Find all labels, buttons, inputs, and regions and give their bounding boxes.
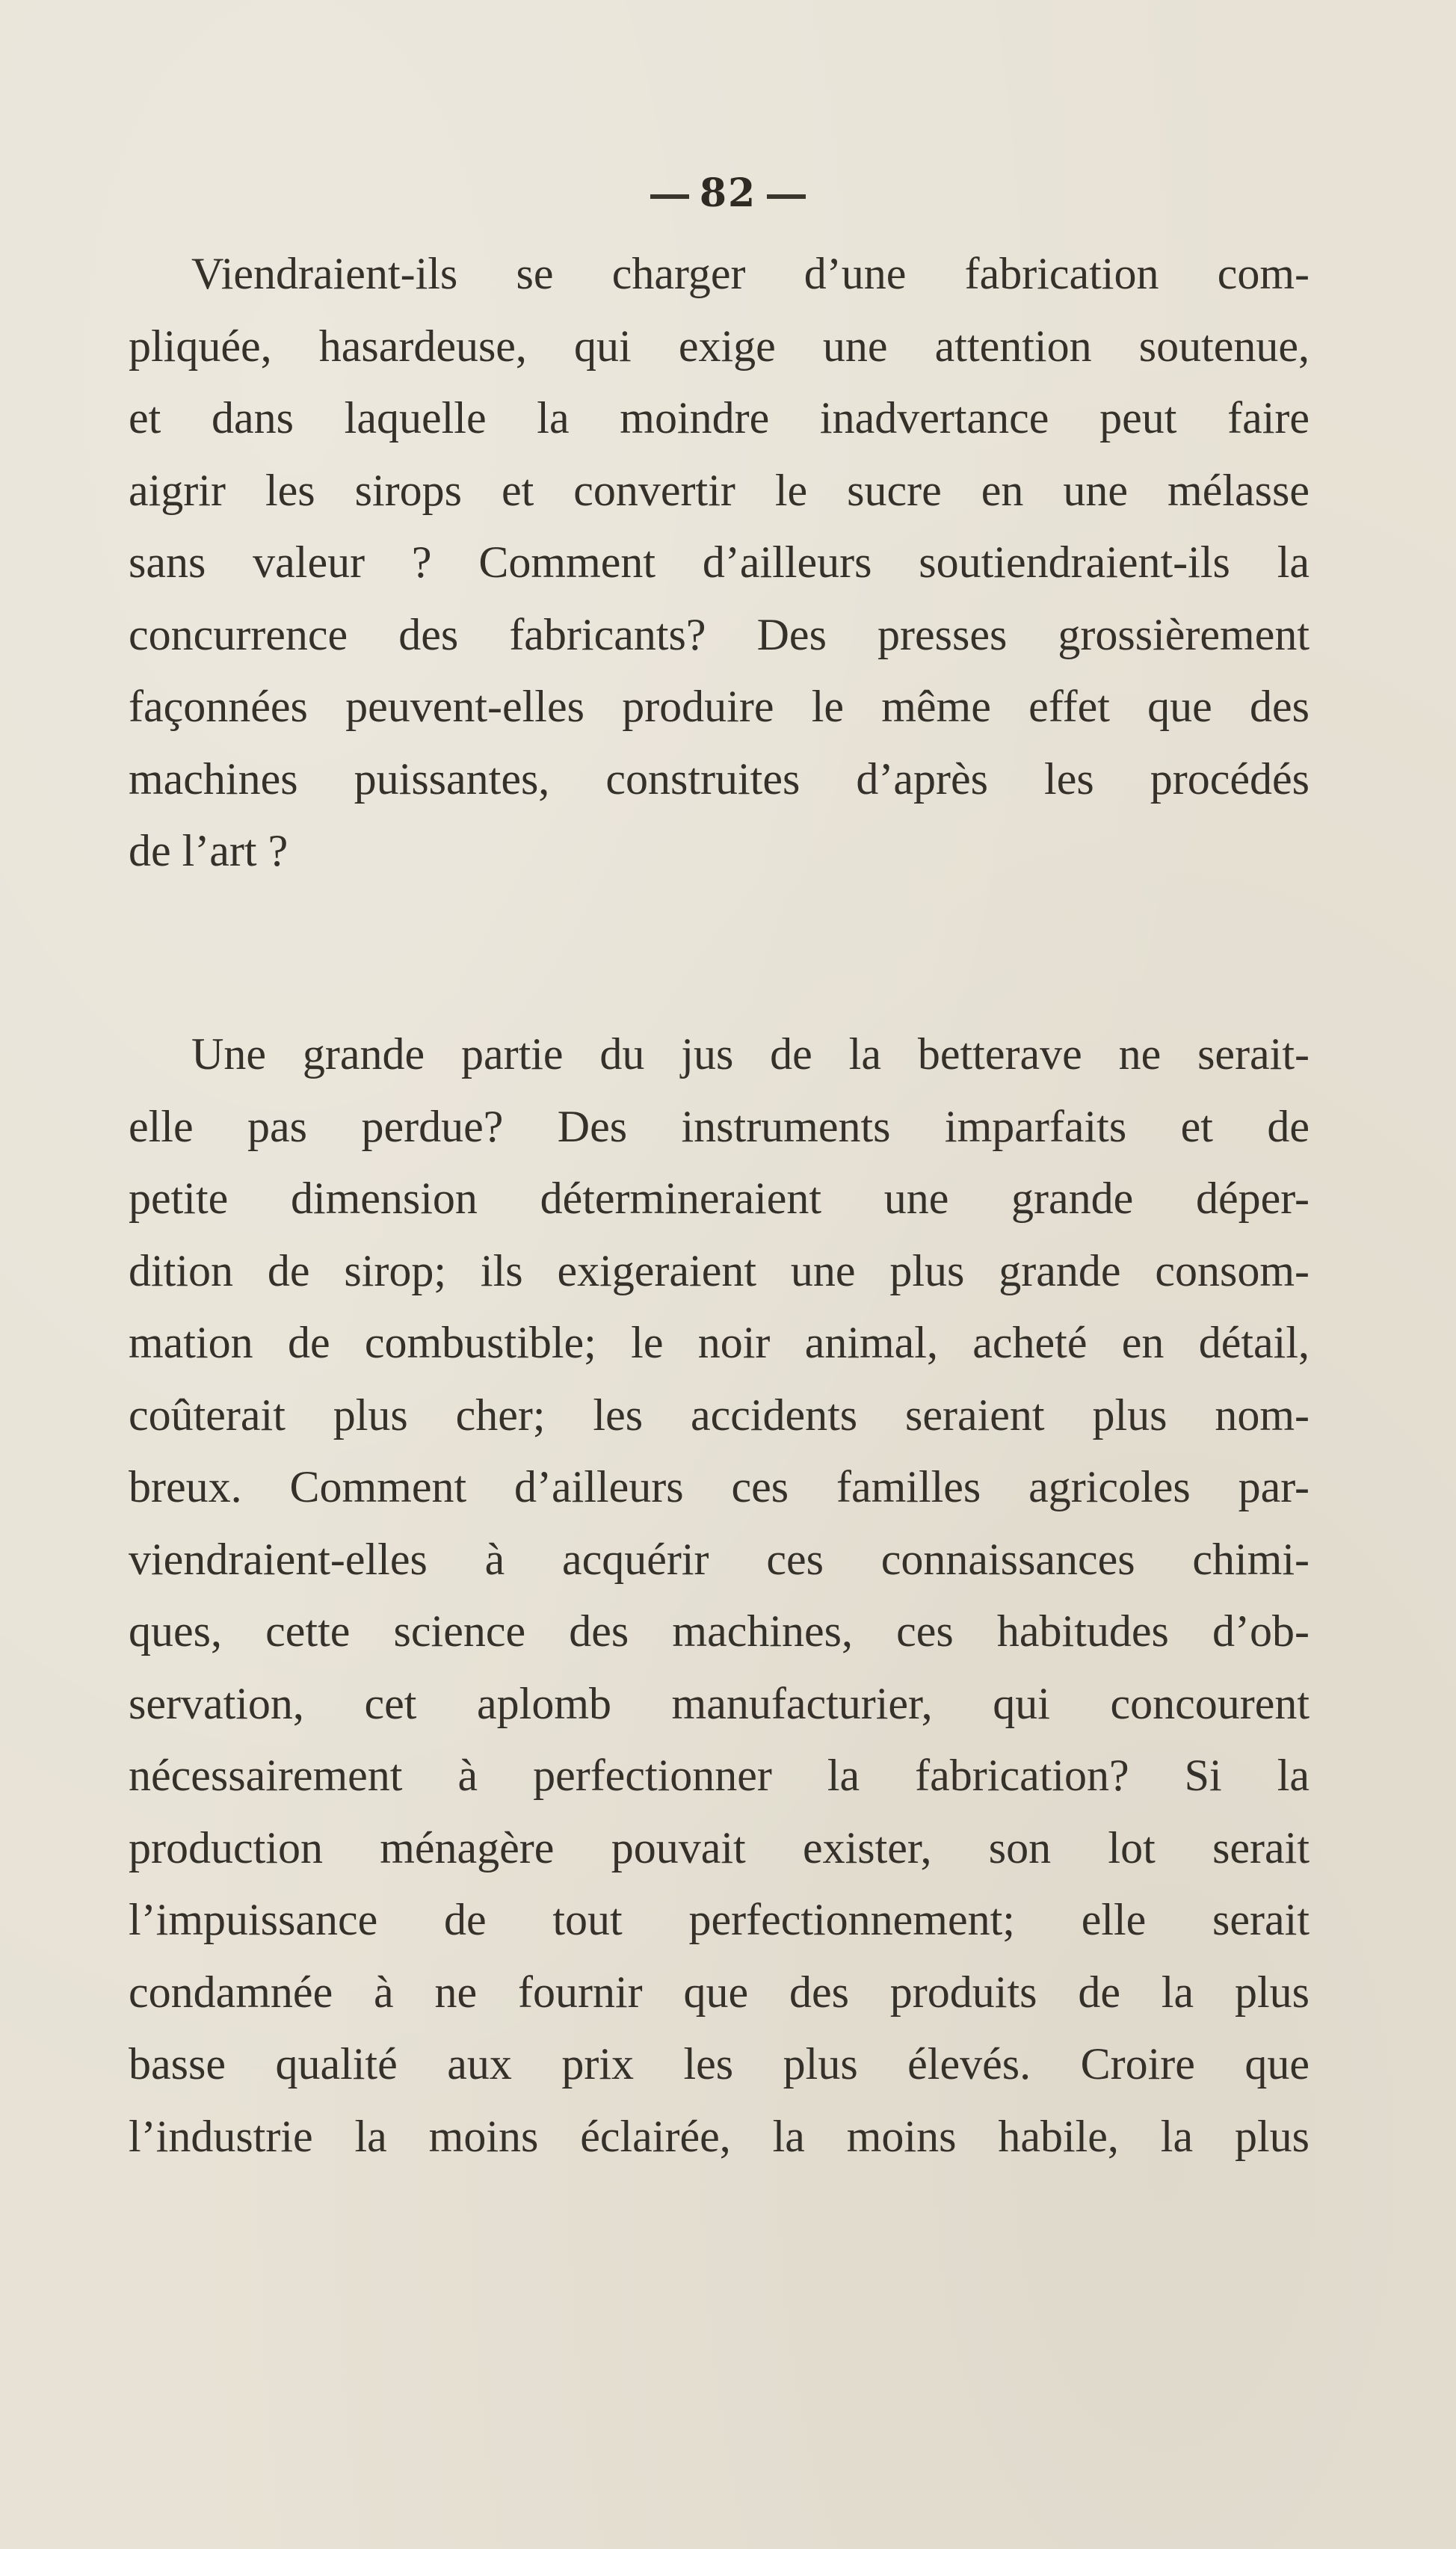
text-line: mation de combustible; le noir animal, acheté en détail, [129,1318,1310,1367]
text-line: dition de sirop; ils exigeraient une plus grande consom- [129,1245,1310,1295]
page-number-right-ornament [767,194,806,199]
page-number-value: 82 [699,170,757,216]
text-line: machines puissantes, construites d’après les procédés [129,753,1310,804]
text-line: l’industrie la moins éclairée, la moins habile, la plus [129,2111,1310,2161]
text-line: pliquée, hasardeuse, qui exige une attention soutenue, [129,321,1310,371]
paragraph-1 [129,238,1310,887]
text-line: aigrir les sirops et convertir le sucre en une mélasse [129,465,1310,515]
text-line: façonnées peuvent-elles produire le même effet que des [129,682,1310,731]
text-line: breux. Comment d’ailleurs ces familles agricoles par- [129,1462,1310,1511]
text-line: viendraient-elles à acquérir ces connaissances chimi- [129,1534,1310,1584]
page-number [0,170,1456,216]
text-line: nécessairement à perfectionner la fabrication? Si la [129,1751,1310,1800]
text-line: ques, cette science des machines, ces habitudes d’ob- [129,1606,1310,1656]
text-line: et dans laquelle la moindre inadvertance peut faire [129,393,1310,443]
text-line: Une grande partie du jus de la betterave ne serait- [191,1029,1310,1079]
text-line: elle pas perdue? Des instruments imparfaits et de [129,1101,1310,1151]
text-line: petite dimension détermineraient une grande déper- [129,1174,1310,1223]
text-line: condamnée à ne fournir que des produits de la plus [129,1967,1310,2017]
text-line: coûterait plus cher; les accidents seraient plus nom- [129,1390,1310,1440]
text-line: Viendraient-ils se charger d’une fabrication com- [191,249,1310,298]
text-line: concurrence des fabricants? Des presses grossièrement [129,609,1310,659]
text-line: sans valeur ? Comment d’ailleurs soutiendraient-ils la [129,537,1310,587]
text-line: production ménagère pouvait exister, son lot serait [129,1822,1310,1873]
text-line: de l’art ? [129,826,289,875]
page-number-left-ornament [650,194,689,199]
paragraph-2 [129,1018,1310,2172]
text-line: l’impuissance de tout perfectionnement; elle serait [129,1895,1310,1944]
text-line: servation, cet aplomb manufacturier, qui concourent [129,1678,1310,1728]
text-line: basse qualité aux prix les plus élevés. Croire que [129,2039,1310,2089]
